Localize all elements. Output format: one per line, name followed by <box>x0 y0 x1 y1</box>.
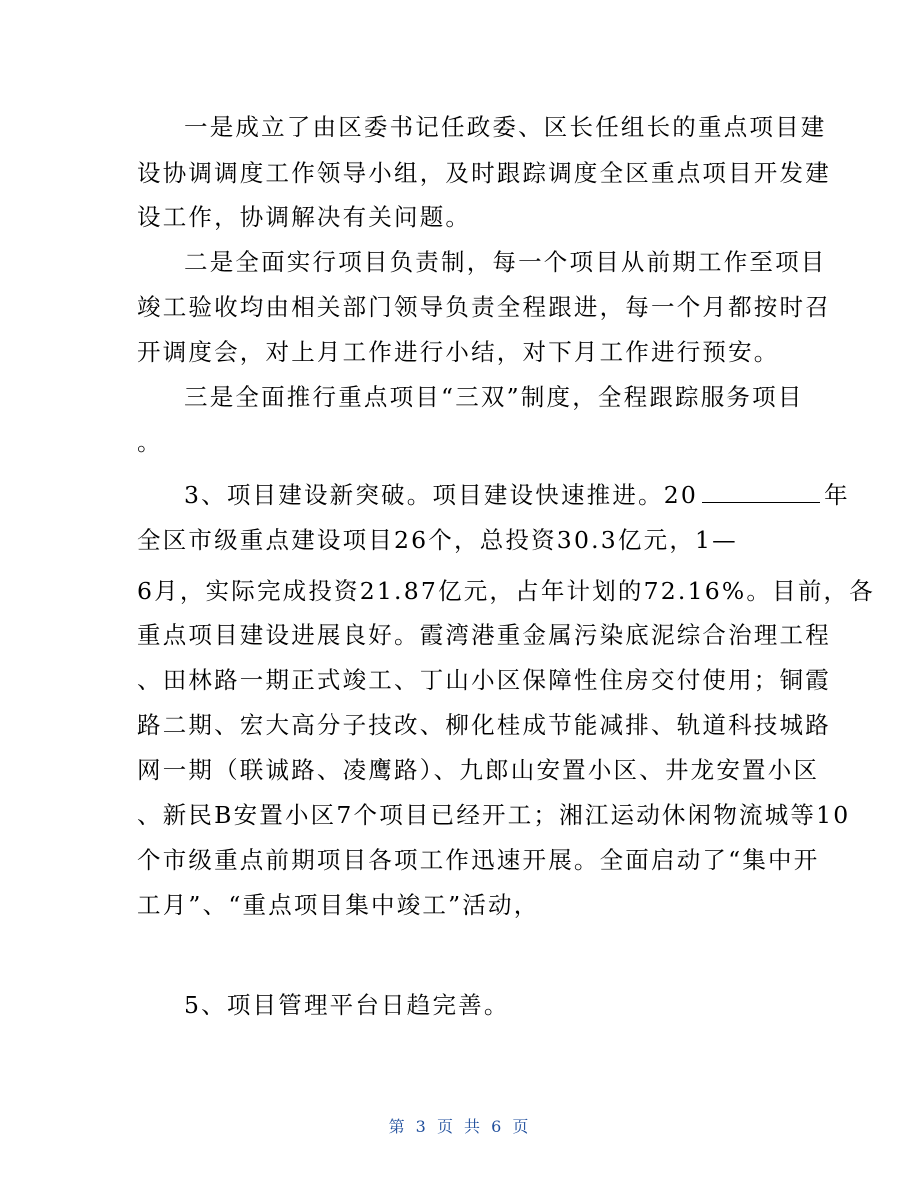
paragraph-5-line-1: 5、项目管理平台日趋完善。 <box>184 991 510 1019</box>
paragraph-2-line-1: 二是全面实行项目负责制，每一个项目从前期工作至项目 <box>184 248 827 276</box>
paragraph-3-line-2: 。 <box>137 428 163 456</box>
paragraph-4-line-10: 工月”、“重点项目集中竣工”活动， <box>137 891 540 919</box>
paragraph-4-line-1 <box>184 480 850 510</box>
page-number-footer: 第 3 页 共 6 页 <box>388 1117 532 1136</box>
paragraph-1-line-1: 一是成立了由区委书记任政委、区长任组长的重点项目建 <box>184 113 827 141</box>
paragraph-4-line-7: 网一期（联诚路、凌鹰路）、九郎山安置小区、井龙安置小区 <box>137 756 820 784</box>
paragraph-3-line-1: 三是全面推行重点项目“三双”制度，全程跟踪服务项目 <box>184 383 804 411</box>
paragraph-4-line-6: 路二期、宏大高分子技改、柳化桂成节能减排、轨道科技城路 <box>137 711 831 739</box>
paragraph-1-line-2: 设协调调度工作领导小组，及时跟踪调度全区重点项目开发建 <box>137 159 831 187</box>
paragraph-4-line-1-end: 年 <box>824 481 850 509</box>
paragraph-4-line-1-start: 3、项目建设新突破。项目建设快速推进。20 <box>184 481 699 509</box>
paragraph-4-line-2: 全区市级重点建设项目26个，总投资30.3亿元，1— <box>137 526 738 554</box>
paragraph-1-line-3: 设工作，协调解决有关问题。 <box>137 203 472 231</box>
paragraph-4-line-3: 6月，实际完成投资21.87亿元，占年计划的72.16%。目前，各 <box>137 577 875 605</box>
paragraph-4-line-8: 、新民B安置小区7个项目已经开工；湘江运动休闲物流城等10 <box>137 801 851 829</box>
year-blank <box>702 482 820 503</box>
paragraph-4-line-4: 重点项目建设进展良好。霞湾港重金属污染底泥综合治理工程 <box>137 621 831 649</box>
paragraph-4-line-5: 、田林路一期正式竣工、丁山小区保障性住房交付使用；铜霞 <box>137 666 831 694</box>
paragraph-2-line-3: 开调度会，对上月工作进行小结，对下月工作进行预安。 <box>137 338 780 366</box>
paragraph-2-line-2: 竣工验收均由相关部门领导负责全程跟进，每一个月都按时召 <box>137 293 831 321</box>
paragraph-4-line-9: 个市级重点前期项目各项工作迅速开展。全面启动了“集中开 <box>137 846 820 874</box>
